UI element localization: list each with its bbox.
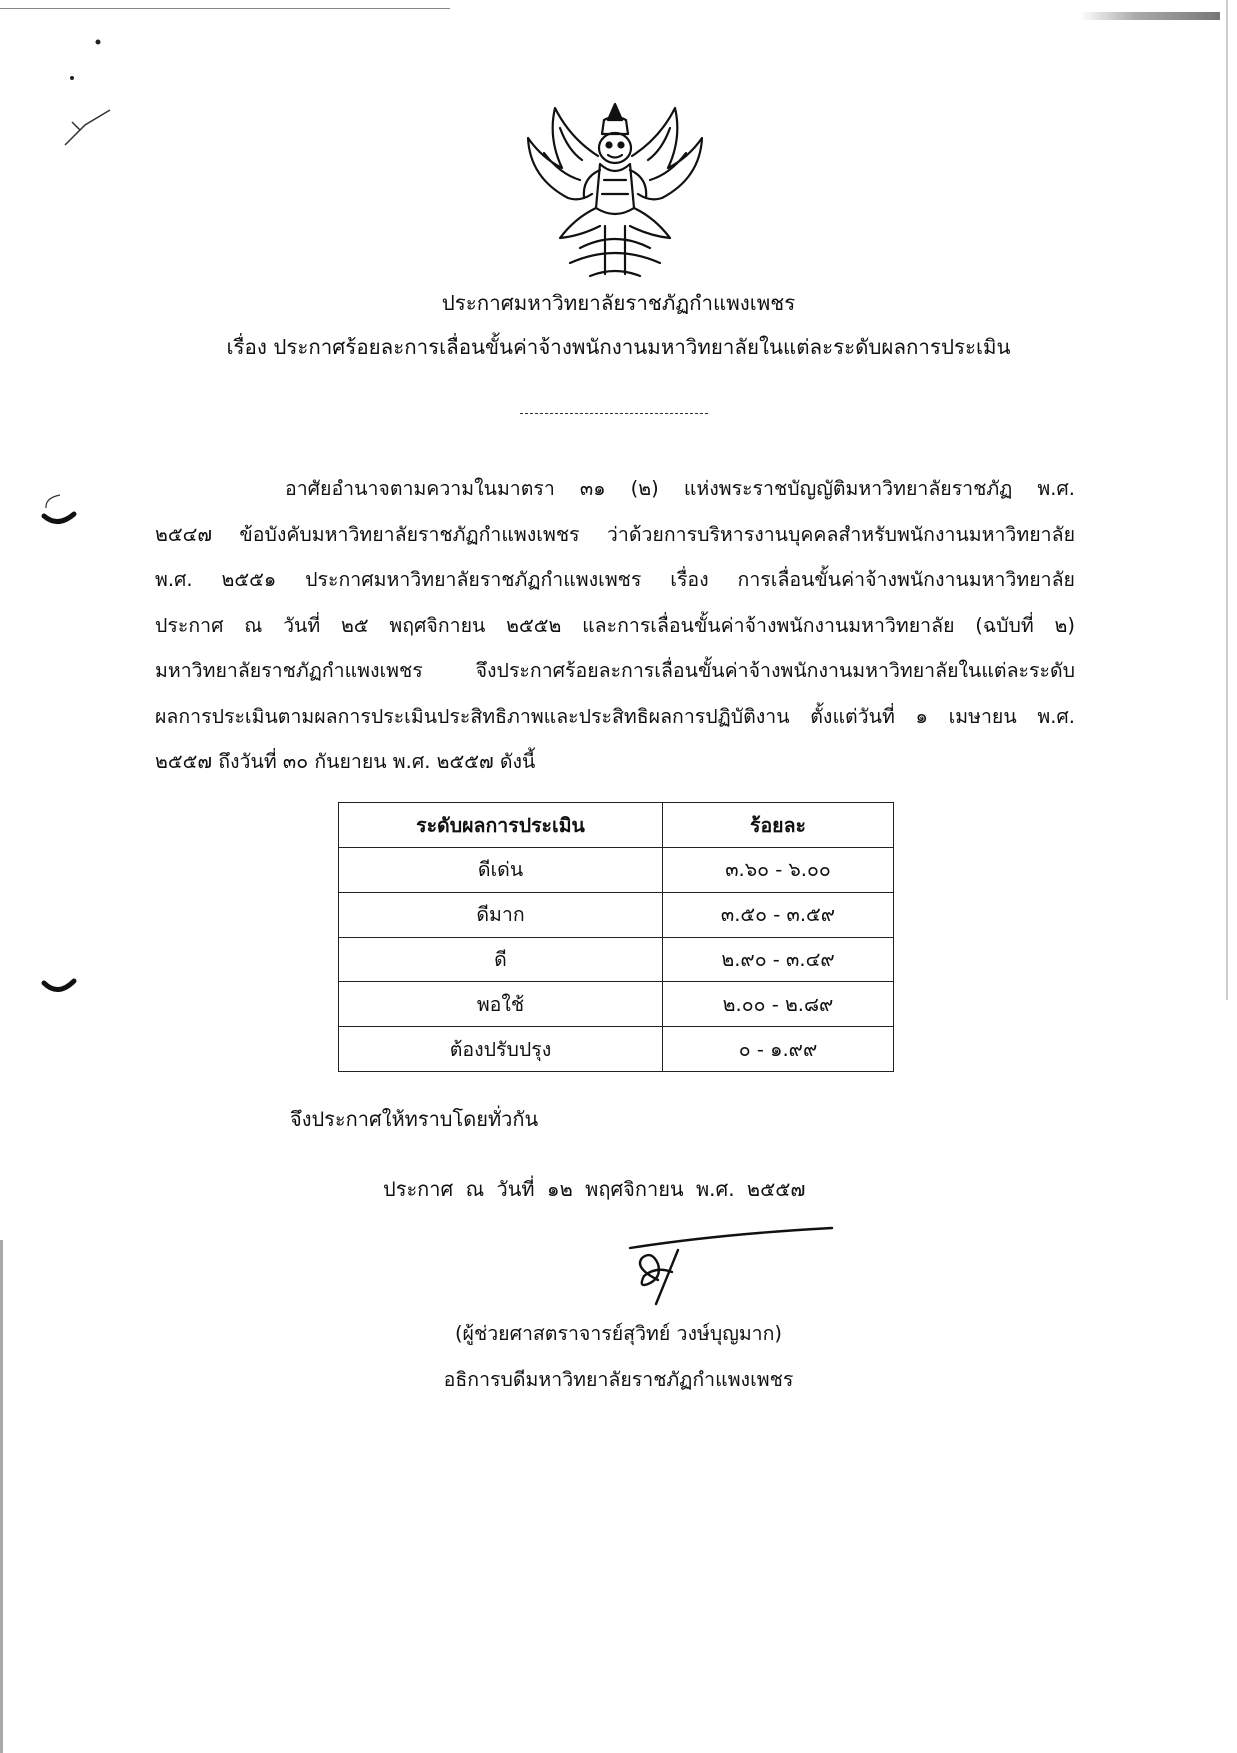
cell-percentage: ๓.๕๐ - ๓.๕๙ <box>663 892 894 937</box>
cell-percentage: ๐ - ๑.๙๙ <box>663 1027 894 1072</box>
body-line: ๒๕๔๗ ข้อบังคับมหาวิทยาลัยราชภัฏกำแพงเพชร ว่าด้วยการบริหารงานบุคคลสำหรับพนักงานมหาวิทยาลัย <box>155 522 1075 546</box>
cell-level: ต้องปรับปรุง <box>339 1027 663 1072</box>
scan-artifact-right-edge <box>1226 0 1228 1000</box>
punch-hole-bottom-icon <box>40 975 80 1005</box>
cell-level: ดีมาก <box>339 892 663 937</box>
body-line: มหาวิทยาลัยราชภัฏกำแพงเพชร จึงประกาศร้อยละการเลื่อนขั้นค่าจ้างพนักงานมหาวิทยาลัยในแต่ละระดับ <box>155 659 1075 682</box>
table-row <box>339 1027 894 1072</box>
handwritten-signature <box>600 1220 840 1320</box>
announcement-title: ประกาศมหาวิทยาลัยราชภัฏกำแพงเพชร <box>441 291 796 315</box>
announcement-subject: เรื่อง ประกาศร้อยละการเลื่อนขั้นค่าจ้างพนักงานมหาวิทยาลัยในแต่ละระดับผลการประเมิน <box>226 335 1011 359</box>
cell-percentage: ๓.๖๐ - ๖.๐๐ <box>663 848 894 893</box>
table-row <box>339 982 894 1027</box>
table-header-row <box>339 803 894 848</box>
scan-artifact-left-edge <box>0 1240 3 1753</box>
scan-artifact-top-line <box>0 8 450 9</box>
signer-name: (ผู้ช่วยศาสตราจารย์สุวิทย์ วงษ์บุญมาก) <box>454 1322 783 1345</box>
body-line: ประกาศ ณ วันที่ ๒๕ พฤศจิกายน ๒๕๕๒ และการเลื่อนขั้นค่าจ้างพนักงานมหาวิทยาลัย (ฉบับที่ ๒) <box>155 613 1075 637</box>
body-paragraph <box>155 466 1075 785</box>
cell-percentage: ๒.๙๐ - ๓.๔๙ <box>663 937 894 982</box>
garuda-emblem-icon <box>520 98 710 286</box>
body-line: อาศัยอำนาจตามความในมาตรา ๓๑ (๒) แห่งพระราชบัญญัติมหาวิทยาลัยราชภัฏ พ.ศ. <box>285 477 1075 500</box>
evaluation-table <box>338 802 894 1072</box>
header-evaluation-level: ระดับผลการประเมิน <box>339 803 663 848</box>
cell-level: พอใช้ <box>339 982 663 1027</box>
announcement-date: ประกาศ ณ วันที่ ๑๒ พฤศจิกายน พ.ศ. ๒๕๕๗ <box>383 1177 806 1201</box>
body-line: ๒๕๕๗ ถึงวันที่ ๓๐ กันยายน พ.ศ. ๒๕๕๗ ดังนี้ <box>155 750 536 773</box>
header-percentage: ร้อยละ <box>663 803 894 848</box>
table-row <box>339 848 894 893</box>
cell-level: ดีเด่น <box>339 848 663 893</box>
signer-title: อธิการบดีมหาวิทยาลัยราชภัฏกำแพงเพชร <box>443 1368 794 1391</box>
cell-level: ดี <box>339 937 663 982</box>
table-row <box>339 937 894 982</box>
table-row <box>339 892 894 937</box>
closing-statement: จึงประกาศให้ทราบโดยทั่วกัน <box>290 1107 539 1131</box>
punch-hole-top-icon <box>40 490 80 535</box>
scan-artifact-marks-icon <box>40 30 130 160</box>
dashed-divider <box>520 413 708 414</box>
cell-percentage: ๒.๐๐ - ๒.๘๙ <box>663 982 894 1027</box>
body-line: ผลการประเมินตามผลการประเมินประสิทธิภาพและประสิทธิผลการปฏิบัติงาน ตั้งแต่วันที่ ๑ เมษายน พ.ศ. <box>155 704 1075 728</box>
body-line: พ.ศ. ๒๕๕๑ ประกาศมหาวิทยาลัยราชภัฏกำแพงเพชร เรื่อง การเลื่อนขั้นค่าจ้างพนักงานมหาวิทยาลัย <box>155 568 1075 591</box>
scan-artifact-top-right-bar <box>1080 12 1220 20</box>
